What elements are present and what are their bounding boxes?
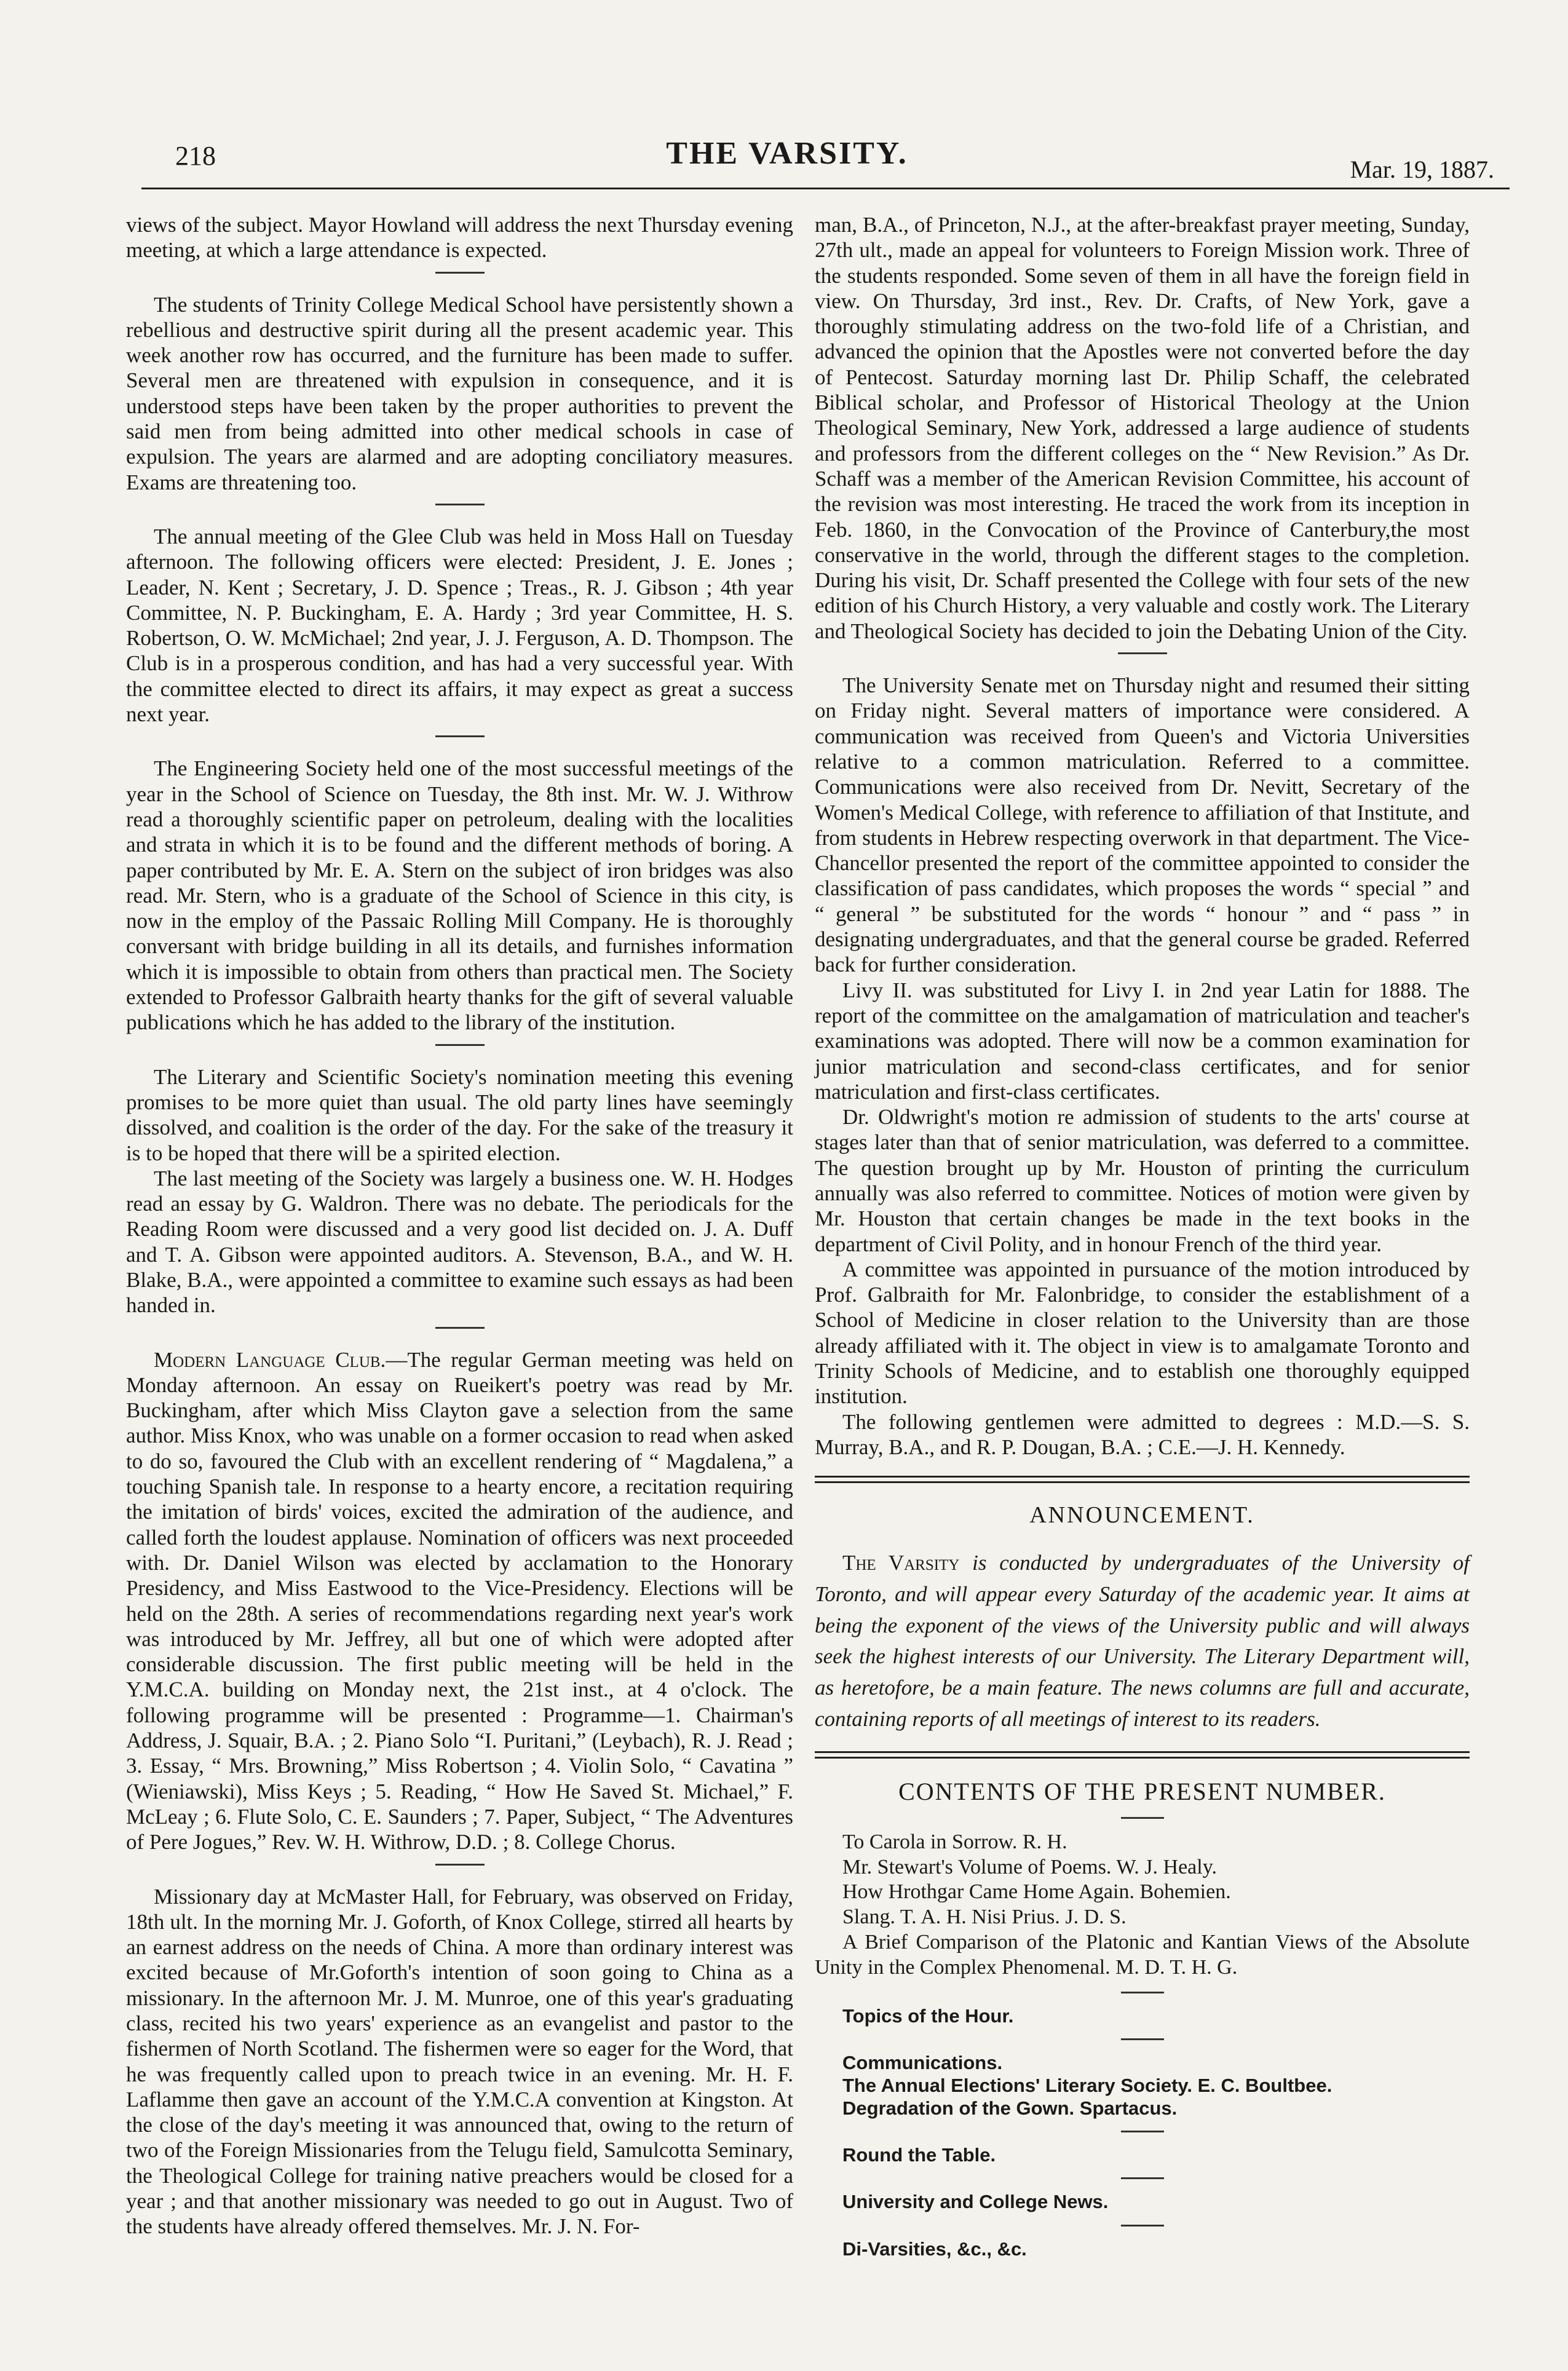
separator (435, 1864, 485, 1866)
contents-item: A Brief Comparison of the Platonic and Kantian Views of the Absolute Unity in the Complex Phenomenal. M. D. T. H. G. (815, 1930, 1470, 1979)
paragraph-degrees: The following gentlemen were admitted to degrees : M.D.—S. S. Murray, B.A., and R. P. Dougan, B.A. ; C.E.—J. H. Kennedy. (815, 1409, 1470, 1459)
separator (435, 735, 485, 737)
separator (1121, 1992, 1164, 1993)
section-heading: Modern Language Club. (154, 1347, 386, 1372)
contents-topics: Topics of the Hour. (842, 2005, 1014, 2027)
paragraph-livy: Livy II. was substituted for Livy I. in 2nd year Latin for 1888. The report of the committee on the amalgamation of matriculation and teacher's examinations was adopted. There will now be a common examination for junior matriculation and second-class certificates, and for senior matriculation and first-class certificates. (815, 978, 1470, 1104)
separator (435, 1327, 485, 1329)
paragraph-school-of-medicine: A committee was appointed in pursuance of the motion introduced by Prof. Galbraith for Mr. Falonbridge, to consider the establishment of a School of Medicine in closer relation to the University than are those already affiliated with it. The object in view is to amalgamate Toronto and Trinity Schools of Medicine, and to establish one thoroughly equipped institution. (815, 1257, 1470, 1409)
header-rule (141, 188, 1510, 189)
contents-list (815, 1830, 1470, 2260)
masthead-title: THE VARSITY. (666, 136, 908, 171)
contents-item: How Hrothgar Came Home Again. Bohemien. (842, 1880, 1231, 1904)
separator (435, 272, 485, 274)
paragraph-oldwright-motion: Dr. Oldwright's motion re admission of students to the arts' course at stages later than that of senior matriculation, was deferred to a committee. The question brought up by Mr. Houston of printing the curriculum annually was also referred to committee. Notices of motion were given by Mr. Houston that certain changes be made in the text books in the department of Civil Polity, and in honour French of the third year. (815, 1105, 1470, 1256)
paragraph-mayor-howland: views of the subject. Mayor Howland will address the next Thursday evening meeting, at which a large attendance is expected. (126, 213, 793, 263)
paragraph-mission-work: man, B.A., of Princeton, N.J., at the after-breakfast prayer meeting, Sunday, 27th ult., made an appeal for volunteers to Foreign Mission work. Three of the students responded. Some seven of them in all have the foreign field in view. On Thursday, 3rd inst., Rev. Dr. Crafts, of New York, gave a thoroughly stimulating address on the two-fold life of a Christian, and advanced the opinion that the Apostles were not converted before the day of Pentecost. Saturday morning last Dr. Philip Schaff, the celebrated Biblical scholar, and Professor of Historical Theology at the Union Theological Seminary, New York, addressed a large audience of students and professors from the different colleges on the “ New Revision.” As Dr. Schaff was a member of the American Revision Committee, his account of the revision was most interesting. He traced the work from its inception in Feb. 1860, in the Convocation of the Province of Canterbury,the most conservative in the world, through the different stages to the completion. During his visit, Dr. Schaff presented the College with four sets of the new edition of his Church History, a very valuable and costly work. The Literary and Theological Society has decided to join the Debating Union of the City. (815, 213, 1470, 643)
contents-item: Degradation of the Gown. Spartacus. (842, 2097, 1178, 2120)
separator (435, 1044, 485, 1046)
contents-title: CONTENTS OF THE PRESENT NUMBER. (898, 1777, 1386, 1805)
contents-item: The Annual Elections' Literary Society. E. C. Boultbee. (842, 2074, 1332, 2096)
contents-news: University and College News. (842, 2191, 1109, 2213)
contents-item: To Carola in Sorrow. R. H. (842, 1830, 1067, 1853)
paragraph-text: —The regular German meeting was held on Monday afternoon. An essay on Rueikert's poetry was read by Mr. Buckingham, after which Miss Clayton gave a selection from the same author. Miss Knox, who was unable on a former occasion to read when asked to do so, favoured the Club with an excellent rendering of “ Magdalena,” a touching Spanish tale. In response to a hearty encore, a recitation requiring the imitation of birds' voices, excited the admiration of the audience, and called forth the loudest applause. Nomination of officers was next proceeded with. Dr. Daniel Wilson was elected by acclamation to the Honorary Presidency, and Miss Eastwood to the Vice-Presidency. Elections will be held on the 28th. A series of recommendations regarding next year's work was introduced by Mr. Jeffrey, all but one of which were adopted after considerable discussion. The first public meeting will be held in the Y.M.C.A. building on Monday next, the 21st inst., at 4 o'clock. The following programme will be presented : Programme—1. Chairman's Address, J. Squair, B.A. ; 2. Piano Solo “I. Puritani,” (Leybach), R. J. Read ; 3. Essay, “ Mrs. Browning,” Miss Robertson ; 4. Violin Solo, “ Cavatina ” (Wieniawski), Miss Keys ; 5. Reading, “ How He Saved St. Michael,” F. McLeay ; 6. Flute Solo, C. E. Saunders ; 7. Paper, Subject, “ The Adventures of Pere Jogues,” Rev. W. H. Withrow, D.D. ; 8. College Chorus. (126, 1347, 793, 1854)
issue-date: Mar. 19, 1887. (1350, 156, 1494, 183)
announcement-lead: The Varsity (842, 1551, 960, 1575)
page-number: 218 (175, 141, 216, 171)
section-rule (815, 1751, 1470, 1759)
contents-item: Slang. T. A. H. Nisi Prius. J. D. S. (842, 1906, 1127, 1929)
contents-communications: Communications. (842, 2051, 1003, 2073)
left-column (126, 212, 793, 2239)
paragraph-university-senate: The University Senate met on Thursday night and resumed their sitting on Friday night. Several matters of importance were considered. A communication was received from Queen's and Victoria Universities relative to a common matriculation. Referred to a committee. Communications were also received from Dr. Nevitt, Secretary of the Women's Medical College, with reference to affiliation of that Institute, and from students in Hebrew respecting overwork in that department. The Vice-Chancellor presented the report of the committee appointed to consider the classification of pass candidates, which proposes the words “ special ” and “ general ” be substituted for the words “ honour ” and “ pass ” in designating undergraduates, and that the general course be graded. Referred back for further consideration. (815, 673, 1470, 977)
separator (1121, 2131, 1164, 2132)
announcement-title: ANNOUNCEMENT. (1029, 1502, 1255, 1529)
contents-item: Mr. Stewart's Volume of Poems. W. J. Healy. (842, 1855, 1217, 1878)
separator (435, 504, 485, 505)
paragraph-literary-nomination: The Literary and Scientific Society's nomination meeting this evening promises to be more quiet than usual. The old party lines have seemingly dissolved, and coalition is the order of the day. For the sake of the treasury it is to be hoped that there will be a spirited election. (126, 1064, 793, 1165)
separator (1121, 2225, 1164, 2227)
paragraph-missionary-day: Missionary day at McMaster Hall, for February, was observed on Friday, 18th ult. In the morning Mr. J. Goforth, of Knox College, stirred all hearts by an earnest address on the needs of China. A more than ordinary interest was excited because of Mr.Goforth's intention of soon going to China as a missionary. In the afternoon Mr. J. M. Munroe, one of this year's graduating class, recited his two years' experience as an evangelist and pastor to the fishermen of North Scotland. The fishermen were so eager for the Word, that he was frequently called upon to preach twice in an evening. Mr. H. F. Laflamme then gave an account of the Y.M.C.A convention at Kingston. At the close of the day's meeting it was announced that, owing to the return of two of the Foreign Missionaries from the Telugu field, Samulcotta Seminary, the Theological College for training native preachers would be closed for a year ; and that another missionary was needed to go out in August. Two of the students have already offered themselves. Mr. J. N. For- (126, 1884, 793, 2239)
separator (1121, 2177, 1164, 2179)
contents-divarsities: Di-Varsities, &c., &c. (842, 2238, 1027, 2260)
separator (1121, 1817, 1164, 1819)
announcement-body: is conducted by undergraduates of the University of Toronto, and will appear every Saturday of the academic year. It aims at being the exponent of the views of the University public and will always seek the highest interests of our University. The Literary Department will, as heretofore, be a main feature. The news columns are full and accurate, containing reports of all meetings of interest to its readers. (815, 1551, 1470, 1731)
separator (1121, 2038, 1164, 2040)
paragraph-glee-club: The annual meeting of the Glee Club was held in Moss Hall on Tuesday afternoon. The following officers were elected: President, J. E. Jones ; Leader, N. Kent ; Secretary, J. D. Spence ; Treas., R. J. Gibson ; 4th year Committee, N. P. Buckingham, E. A. Hardy ; 3rd year Committee, H. S. Robertson, O. W. McMichael; 2nd year, J. J. Ferguson, A. D. Thompson. The Club is in a prosperous condition, and has had a very successful year. With the committee elected to direct its affairs, it may expect as great a success next year. (126, 524, 793, 727)
section-rule (815, 1476, 1470, 1483)
separator (1118, 652, 1167, 654)
announcement-text (815, 1548, 1470, 1735)
contents-round-table: Round the Table. (842, 2144, 996, 2166)
paragraph-trinity-medical: The students of Trinity College Medical School have persistently shown a rebellious and destructive spirit during all the present academic year. This week another row has occurred, and the furniture has been made to suffer. Several men are threatened with expulsion in consequence, and it is understood steps have been taken by the proper authorities to prevent the said men from being admitted into other medical schools in case of expulsion. The years are alarmed and are adopting conciliatory measures. Exams are threatening too. (126, 292, 793, 494)
paragraph-society-meeting: The last meeting of the Society was largely a business one. W. H. Hodges read an essay by G. Waldron. There was no debate. The periodicals for the Reading Room were discussed and a very good list decided on. J. A. Duff and T. A. Gibson were appointed auditors. A. Stevenson, B.A., and W. H. Blake, B.A., were appointed a committee to examine such essays as had been handed in. (126, 1166, 793, 1318)
right-column (815, 212, 1470, 2260)
paragraph-engineering-society: The Engineering Society held one of the most successful meetings of the year in the School of Science on Tuesday, the 8th inst. Mr. W. J. Withrow read a thoroughly scientific paper on petroleum, dealing with the localities and strata in which it is to be found and the different methods of boring. A paper contributed by Mr. E. A. Stern on the subject of iron bridges was also read. Mr. Stern, who is a graduate of the School of Science in this city, is now in the employ of the Passaic Rolling Mill Company. He is thoroughly conversant with bridge building in all its details, and furnishes information which it is impossible to obtain from others than practical men. The Society extended to Professor Galbraith hearty thanks for the gift of several valuable publications which he has added to the library of the institution. (126, 756, 793, 1035)
paragraph-modern-language-club (126, 1347, 793, 1855)
